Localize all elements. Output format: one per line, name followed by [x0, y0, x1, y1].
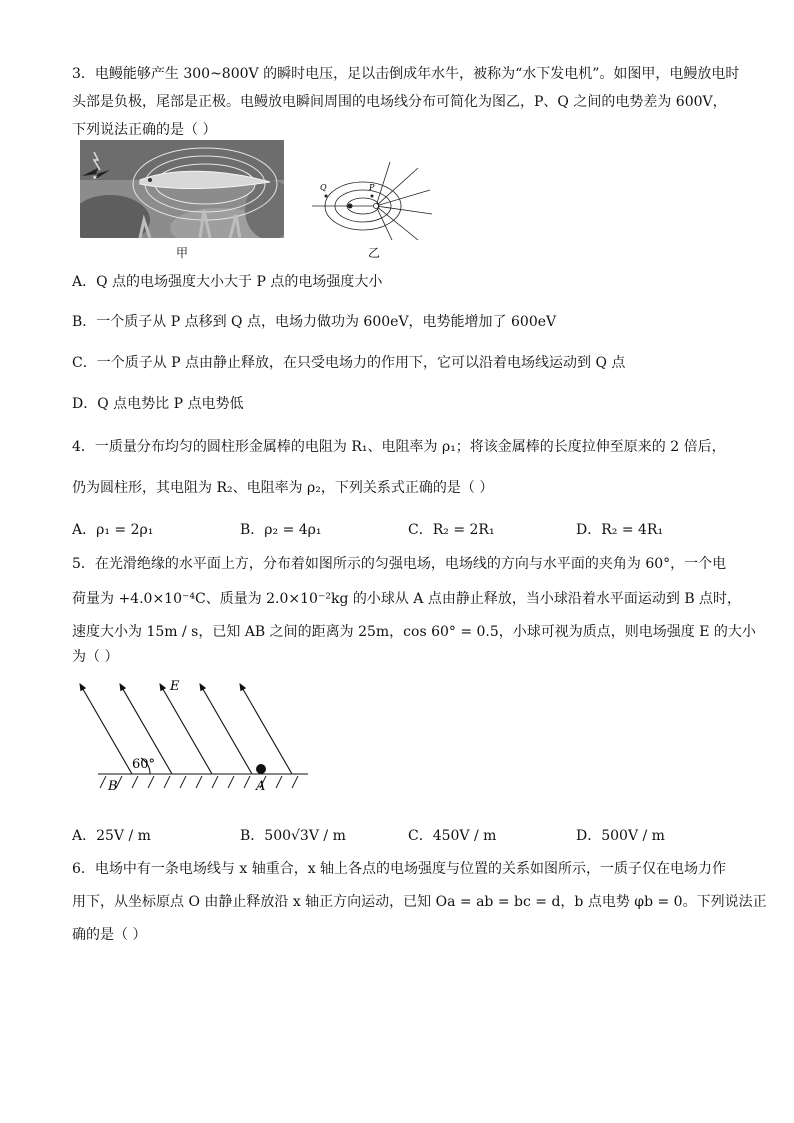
- q6-stem-line-2: 用下，从坐标原点 O 由静止释放沿 x 轴正方向运动，已知 Oa = ab = bc = d，b 点电势 φb = 0。下列说法正: [72, 894, 767, 910]
- label-p: P: [369, 183, 375, 192]
- q5-stem-line-1: 5．在光滑绝缘的水平面上方，分布着如图所示的匀强电场，电场线的方向与水平面的夹角为 60°，一个电: [72, 556, 727, 572]
- q4-stem-line-2: 仍为圆柱形，其电阻为 R₂、电阻率为 ρ₂，下列关系式正确的是（ ）: [72, 480, 494, 496]
- svg-text:✶: ✶: [92, 174, 98, 182]
- q3-option-b: B．一个质子从 P 点移到 Q 点，电场力做功为 600eV，电势能增加了 600eV: [72, 314, 557, 330]
- figure-caption-jia: 甲: [176, 246, 189, 260]
- q3-option-c: C．一个质子从 P 点由静止释放，在只受电场力的作用下，它可以沿着电场线运动到 Q 点: [72, 355, 626, 371]
- q5-option-d: D．500V / m: [576, 828, 665, 844]
- q3-stem-line-1: 3．电鳗能够产生 300~800V 的瞬时电压，足以击倒成年水牛，被称为“水下发电机”。如图甲，电鳗放电时: [72, 66, 740, 82]
- q4-option-d: D．R₂ = 4R₁: [576, 522, 664, 538]
- q4-stem-line-1: 4．一质量分布均匀的圆柱形金属棒的电阻为 R₁、电阻率为 ρ₁；将该金属棒的长度拉伸至原来的 2 倍后，: [72, 439, 726, 455]
- q4-option-b: B．ρ₂ = 4ρ₁: [240, 522, 322, 538]
- label-b: B: [108, 779, 118, 794]
- q3-option-a: A．Q 点的电场强度大小大于 P 点的电场强度大小: [72, 274, 383, 290]
- q4-option-c: C．R₂ = 2R₁: [408, 522, 495, 538]
- q5-stem-line-4: 为（ ）: [72, 649, 119, 665]
- figure-uniform-field: [72, 672, 312, 796]
- figure-field-lines: [306, 160, 436, 240]
- label-a: A: [256, 779, 266, 794]
- q6-stem-line-1: 6．电场中有一条电场线与 x 轴重合，x 轴上各点的电场强度与位置的关系如图所示，一质子仅在电场力作: [72, 861, 727, 877]
- figure-eel-photo: [80, 140, 284, 238]
- label-e: E: [170, 679, 180, 694]
- q3-option-d: D．Q 点电势比 P 点电势低: [72, 396, 244, 412]
- q3-stem-line-2: 头部是负极，尾部是正极。电鳗放电瞬间周围的电场线分布可简化为图乙，P、Q 之间的电势差为 600V，: [72, 94, 727, 110]
- label-angle: 60°: [132, 757, 156, 772]
- q6-stem-line-3: 确的是（ ）: [72, 927, 147, 943]
- q5-stem-line-3: 速度大小为 15m / s，已知 AB 之间的距离为 25m，cos 60° = 0.5，小球可视为质点，则电场强度 E 的大小: [72, 624, 756, 640]
- q5-option-c: C．450V / m: [408, 828, 497, 844]
- q5-option-a: A．25V / m: [72, 828, 151, 844]
- q5-option-b: B．500√3V / m: [240, 828, 346, 844]
- label-q: Q: [320, 183, 327, 192]
- q4-option-a: A．ρ₁ = 2ρ₁: [72, 522, 154, 538]
- q3-stem-line-3: 下列说法正确的是（ ）: [72, 122, 217, 138]
- figure-caption-yi: 乙: [368, 246, 381, 260]
- q5-stem-line-2: 荷量为 +4.0×10⁻⁴C、质量为 2.0×10⁻²kg 的小球从 A 点由静止释放，当小球沿着水平面运动到 B 点时，: [72, 591, 742, 607]
